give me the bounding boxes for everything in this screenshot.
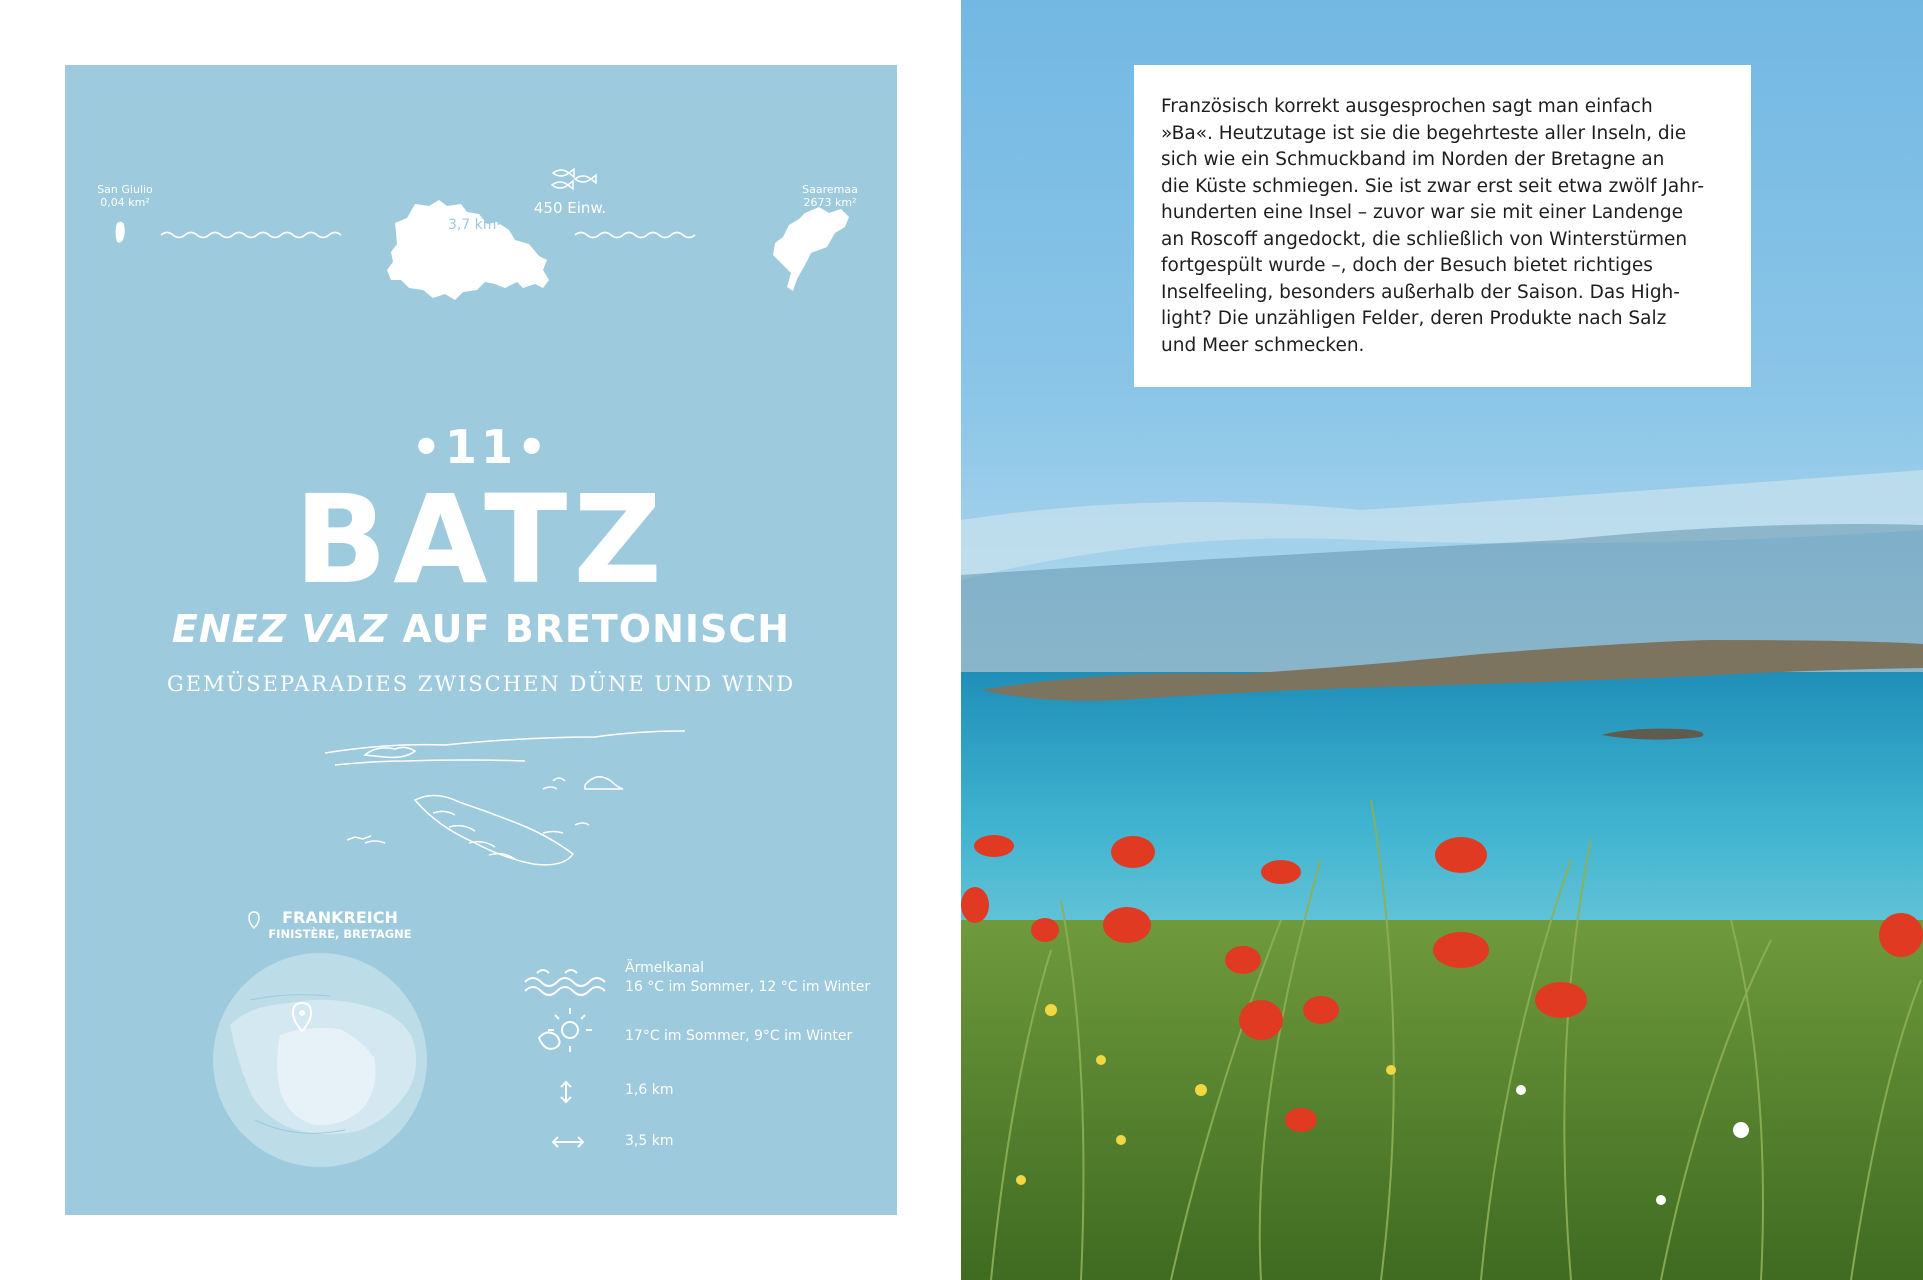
right-page	[961, 0, 1923, 1280]
island-length: 3,5 km	[625, 1133, 674, 1149]
san-giulio-name: San Giulio	[97, 183, 153, 196]
island-number: •11•	[411, 420, 551, 474]
subtitle-rest: AUF BRETONISCH	[388, 607, 791, 651]
sea-name: Ärmelkanal	[625, 960, 705, 976]
horizontal-arrow-icon	[553, 1137, 583, 1147]
batz-population-label: 450 Einw.	[533, 199, 607, 217]
left-page	[0, 0, 961, 1280]
intro-text: Französisch korrekt ausgesprochen sagt man einfach »Ba«. Heutzutage ist sie die begehrteste aller Inseln, die sich wie ein Schmuckband im Norden der Bretagne an die Küste schmiegen. Sie ist zwar erst seit etwa zwölf Jahr- hunderten eine Insel – zuvor war sie mit einer Landenge an Roscoff angedockt, die schließlich von Winterstürmen fortgespült wurde –, doch der Besuch bietet richtiges Inselfeeling, besonders außerhalb der Saison. Das High- light? Die unzähligen Felder, deren Produkte nach Salz und Meer schmecken.	[1161, 96, 1704, 356]
fish-icon	[552, 169, 596, 189]
waves-icon	[525, 970, 605, 995]
globe-map	[213, 953, 427, 1167]
vertical-arrow-icon	[561, 1082, 571, 1102]
island-title: BATZ	[294, 469, 668, 611]
san-giulio-label	[80, 183, 170, 209]
breton-name: ENEZ VAZ	[171, 607, 389, 651]
island-width: 1,6 km	[625, 1082, 674, 1098]
wave-line-right	[575, 233, 695, 238]
batz-area-label: 3,7 km²	[447, 217, 503, 233]
island-subtitle	[65, 607, 897, 651]
coast-sketch	[325, 731, 685, 865]
saaremaa-label	[785, 183, 875, 209]
air-temperatures: 17°C im Sommer, 9°C im Winter	[625, 1028, 853, 1044]
meadow	[961, 920, 1923, 1280]
island-tagline: GEMÜSEPARADIES ZWISCHEN DÜNE UND WIND	[166, 672, 796, 696]
sea-temperatures: 16 °C im Sommer, 12 °C im Winter	[625, 979, 871, 995]
saaremaa-area: 2673 km²	[803, 196, 857, 209]
san-giulio-island-shape	[116, 222, 125, 243]
location-region: FINISTÈRE, BRETAGNE	[268, 927, 412, 941]
intro-text-box	[1134, 65, 1751, 387]
saaremaa-name: Saaremaa	[802, 183, 858, 196]
batz-island-shape	[387, 200, 549, 300]
wave-line-left	[161, 233, 341, 238]
sun-icon	[539, 1008, 592, 1052]
san-giulio-area: 0,04 km²	[100, 196, 150, 209]
location-country: FRANKREICH	[282, 908, 398, 927]
saaremaa-island-shape	[773, 207, 849, 291]
island-info-card	[65, 65, 897, 1215]
